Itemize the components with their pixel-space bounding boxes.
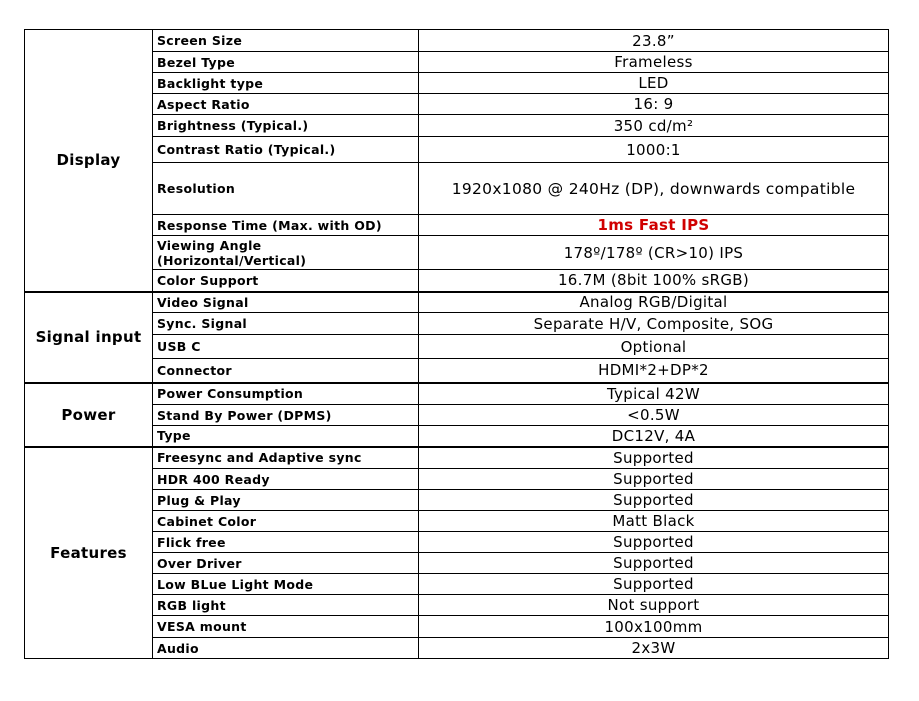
category-display: Display [25,30,153,292]
table-row [25,313,889,335]
spec-value: 2x3W [419,638,889,659]
table-row [25,30,889,52]
spec-value: 1920x1080 @ 240Hz (DP), downwards compatible [419,163,889,215]
table-row [25,73,889,94]
spec-value: 350 cd/m² [419,115,889,137]
spec-key: Flick free [153,532,419,553]
spec-value: Analog RGB/Digital [419,292,889,313]
spec-value: Supported [419,447,889,469]
spec-value: Supported [419,469,889,490]
table-row [25,137,889,163]
table-row [25,595,889,616]
spec-key [153,236,419,270]
table-row [25,447,889,469]
spec-key: Bezel Type [153,52,419,73]
spec-key: Aspect Ratio [153,94,419,115]
table-row [25,426,889,447]
table-row [25,574,889,595]
spec-key: Plug & Play [153,490,419,511]
table-row [25,270,889,292]
spec-value: Separate H/V, Composite, SOG [419,313,889,335]
spec-value: 178º/178º (CR>10) IPS [419,236,889,270]
table-row [25,616,889,638]
spec-key: Connector [153,359,419,383]
spec-value: 1000:1 [419,137,889,163]
table-row [25,163,889,215]
spec-value: Optional [419,335,889,359]
spec-value: 16: 9 [419,94,889,115]
spec-key: Type [153,426,419,447]
table-row [25,292,889,313]
spec-key: RGB light [153,595,419,616]
spec-key: Color Support [153,270,419,292]
table-row [25,94,889,115]
spec-value-highlight: 1ms Fast IPS [419,215,889,236]
spec-key: Screen Size [153,30,419,52]
spec-value: Supported [419,553,889,574]
spec-key: Cabinet Color [153,511,419,532]
spec-key: Audio [153,638,419,659]
spec-value: LED [419,73,889,94]
table-row [25,52,889,73]
spec-key: Brightness (Typical.) [153,115,419,137]
table-row [25,383,889,405]
spec-value: Not support [419,595,889,616]
spec-value: 16.7M (8bit 100% sRGB) [419,270,889,292]
spec-value: Typical 42W [419,383,889,405]
spec-value: Supported [419,574,889,595]
spec-key: Sync. Signal [153,313,419,335]
spec-table [24,29,889,659]
spec-key: VESA mount [153,616,419,638]
spec-value: <0.5W [419,405,889,426]
spec-key-line: Viewing Angle [157,237,262,253]
spec-value: Matt Black [419,511,889,532]
spec-key-line: (Horizontal/Vertical) [157,252,307,268]
spec-key: Contrast Ratio (Typical.) [153,137,419,163]
spec-key: Backlight type [153,73,419,94]
spec-key: HDR 400 Ready [153,469,419,490]
spec-value: Frameless [419,52,889,73]
table-row [25,215,889,236]
table-row [25,359,889,383]
spec-key: Low BLue Light Mode [153,574,419,595]
spec-key: Stand By Power (DPMS) [153,405,419,426]
spec-value: 23.8” [419,30,889,52]
category-signal-input: Signal input [25,292,153,383]
table-row [25,490,889,511]
spec-key: Response Time (Max. with OD) [153,215,419,236]
table-row [25,115,889,137]
table-row [25,511,889,532]
spec-key: Power Consumption [153,383,419,405]
spec-value: Supported [419,532,889,553]
spec-key: USB C [153,335,419,359]
table-row [25,405,889,426]
spec-key: Video Signal [153,292,419,313]
table-row [25,236,889,270]
category-features: Features [25,447,153,659]
table-row [25,335,889,359]
table-row [25,638,889,659]
spec-key: Resolution [153,163,419,215]
spec-value: DC12V, 4A [419,426,889,447]
spec-key: Freesync and Adaptive sync [153,447,419,469]
spec-value: HDMI*2+DP*2 [419,359,889,383]
spec-value: Supported [419,490,889,511]
table-row [25,469,889,490]
category-power: Power [25,383,153,447]
table-row [25,553,889,574]
table-row [25,532,889,553]
spec-key: Over Driver [153,553,419,574]
spec-value: 100x100mm [419,616,889,638]
